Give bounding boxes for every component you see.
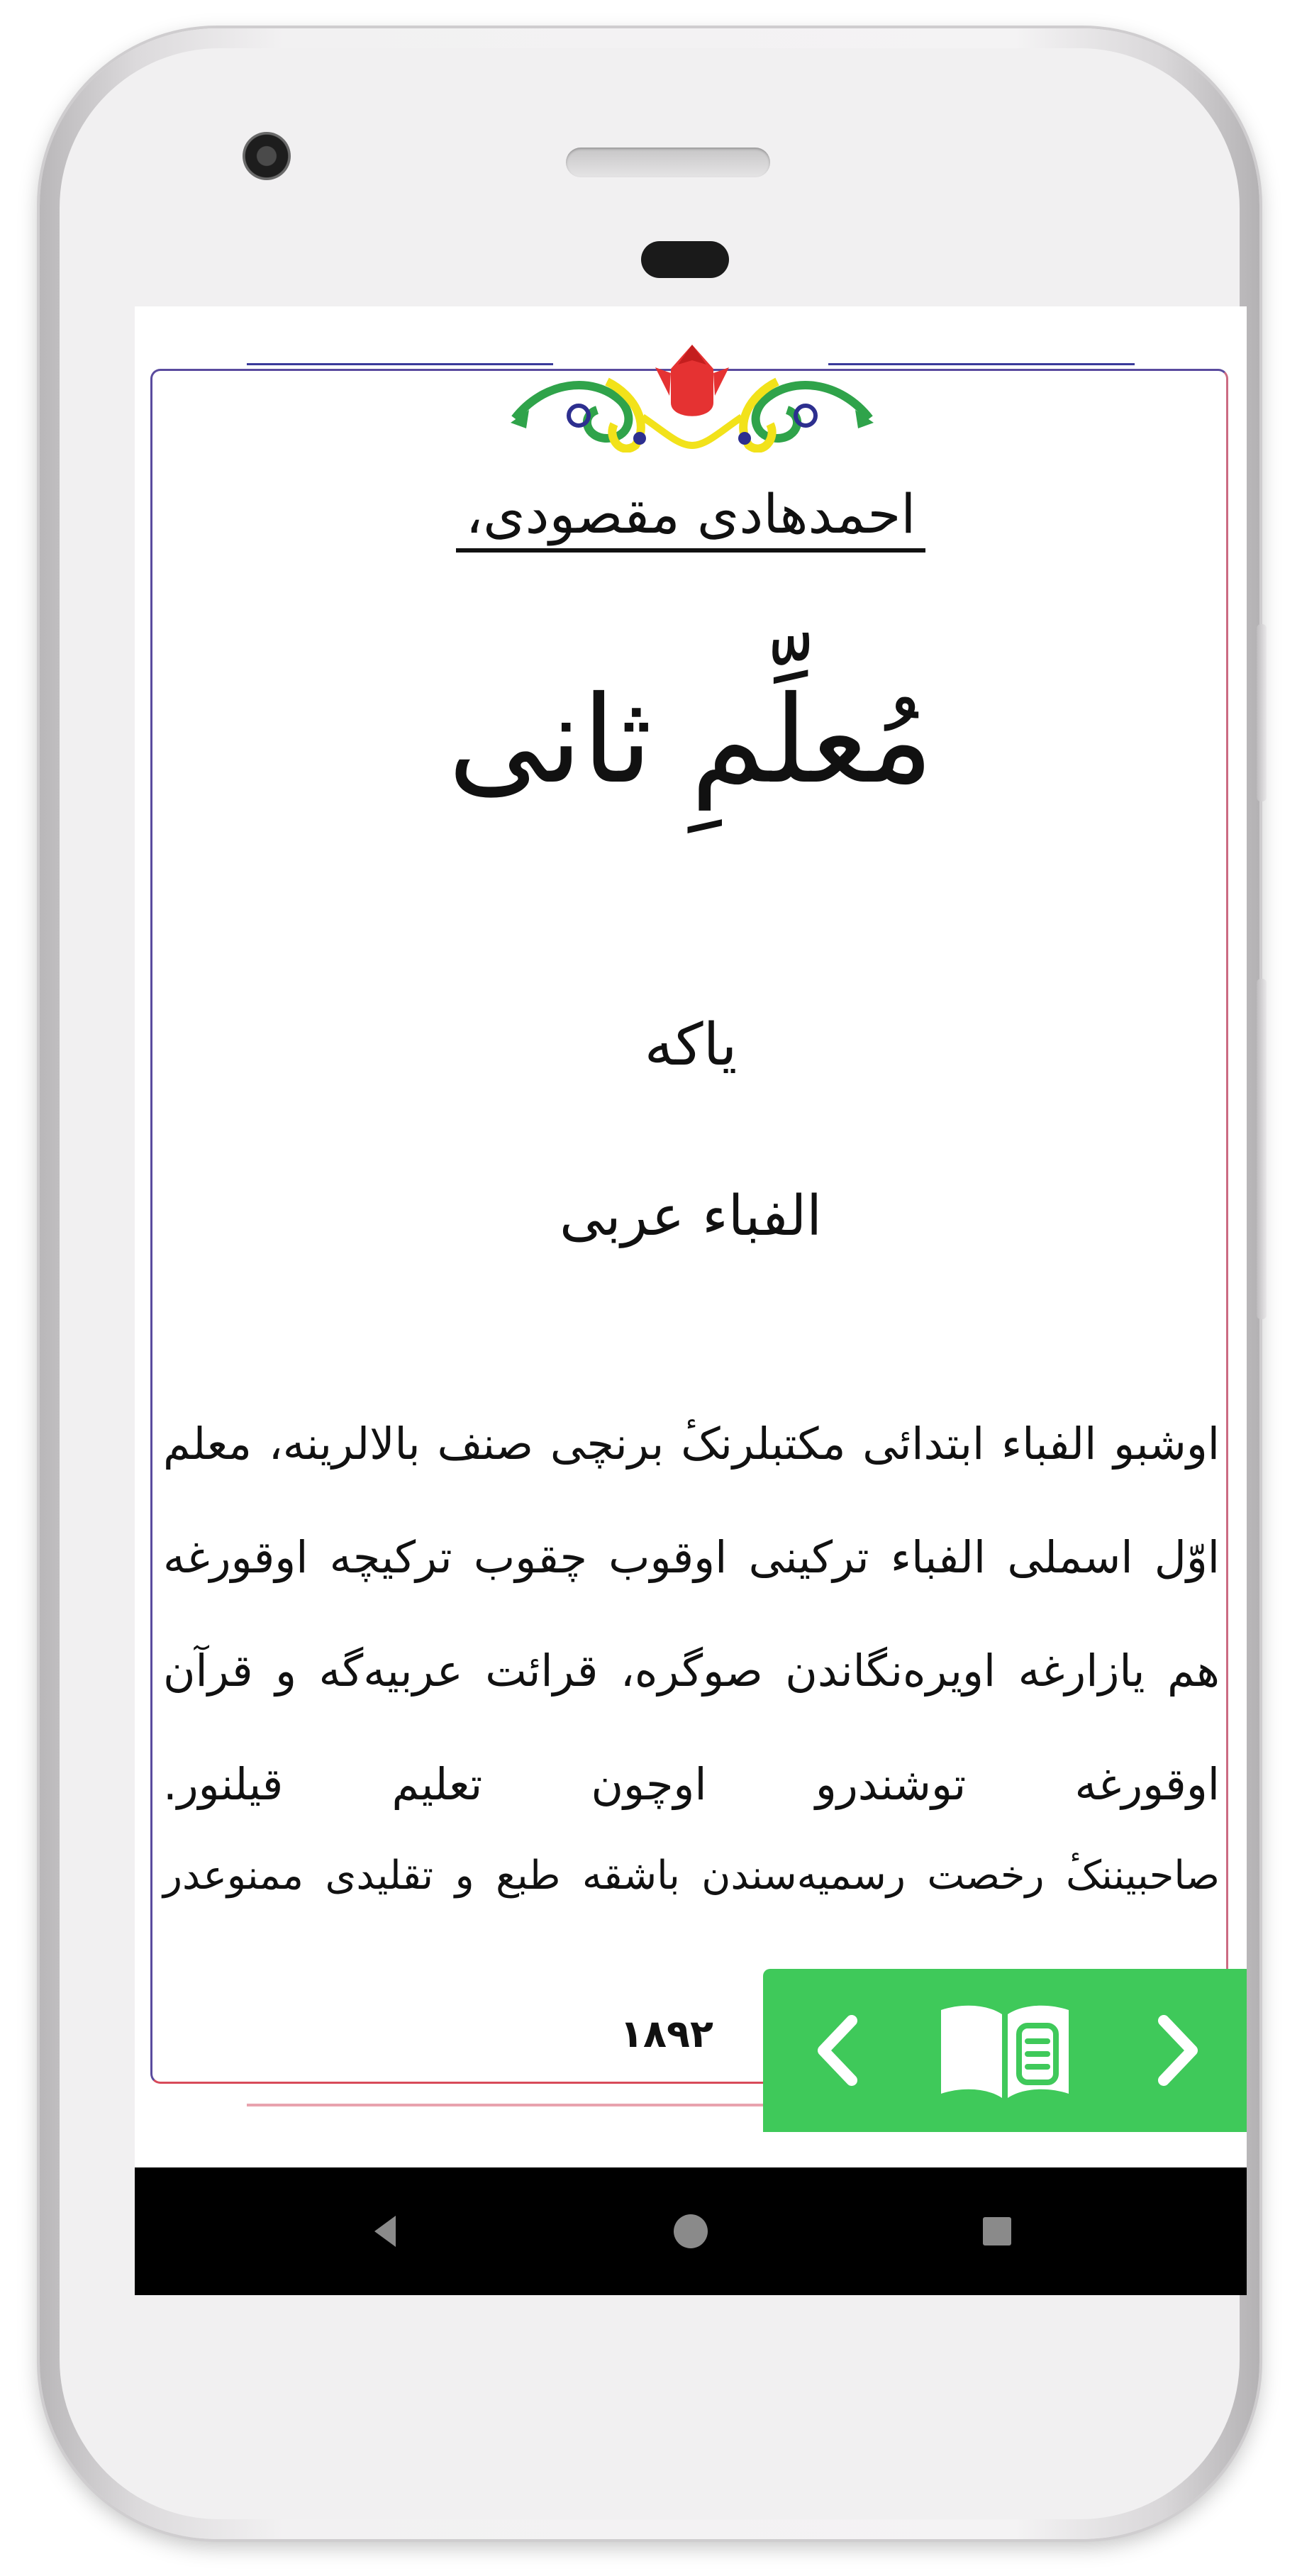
home-circle-icon bbox=[669, 2210, 712, 2253]
recents-square-icon bbox=[976, 2210, 1018, 2253]
volume-button bbox=[1257, 624, 1267, 801]
chevron-right-icon bbox=[1153, 2015, 1203, 2086]
book-title: مُعلِّمِ ثانی bbox=[447, 670, 934, 811]
section-heading: الفباء عربی bbox=[560, 1184, 822, 1248]
nav-home-button[interactable] bbox=[620, 2167, 762, 2295]
author-text: احمدهادی مقصودی، bbox=[456, 482, 926, 553]
chevron-left-icon bbox=[813, 2015, 862, 2086]
back-triangle-icon bbox=[365, 2210, 407, 2253]
nav-recents-button[interactable] bbox=[926, 2167, 1068, 2295]
earpiece bbox=[641, 241, 729, 278]
publication-year: ١٨٩٢ bbox=[620, 2011, 713, 2056]
phone-frame bbox=[40, 28, 1259, 2539]
system-nav-bar bbox=[135, 2167, 1247, 2295]
book-subtitle: یاکه bbox=[644, 1011, 738, 1079]
screen bbox=[135, 306, 1247, 2295]
prev-page-button[interactable] bbox=[784, 1969, 891, 2132]
top-speaker bbox=[566, 148, 770, 177]
floral-ornament-icon bbox=[501, 332, 884, 453]
frame-bottom-line bbox=[247, 2104, 764, 2106]
next-page-button[interactable] bbox=[1125, 1969, 1231, 2132]
reader-controls bbox=[763, 1969, 1247, 2132]
open-book-icon bbox=[934, 1997, 1076, 2104]
power-button bbox=[1257, 979, 1267, 1319]
author-name bbox=[135, 482, 1247, 553]
front-camera bbox=[243, 132, 291, 180]
book-menu-button[interactable] bbox=[926, 1969, 1084, 2132]
copyright-note: صاحبیننکٔ رخصت رسمیه‌سندن باشقه طبع و تقلیدی ممنوعدر bbox=[163, 1853, 1220, 1899]
description-paragraph: اوشبو الفباء ابتدائی مکتبلرنکٔ برنچی صنف بالالرینه، معلم اوّل اسملی الفباء ترکینی اوقوب چقوب ترکیچه اوقورغه هم یازارغه اویرەنگاندن صوگره، قرائت عربیه‌گه و قرآن اوقورغه توشندرو اوچون تعلیم قیلنور. bbox=[163, 1418, 1220, 1810]
nav-back-button[interactable] bbox=[315, 2167, 457, 2295]
